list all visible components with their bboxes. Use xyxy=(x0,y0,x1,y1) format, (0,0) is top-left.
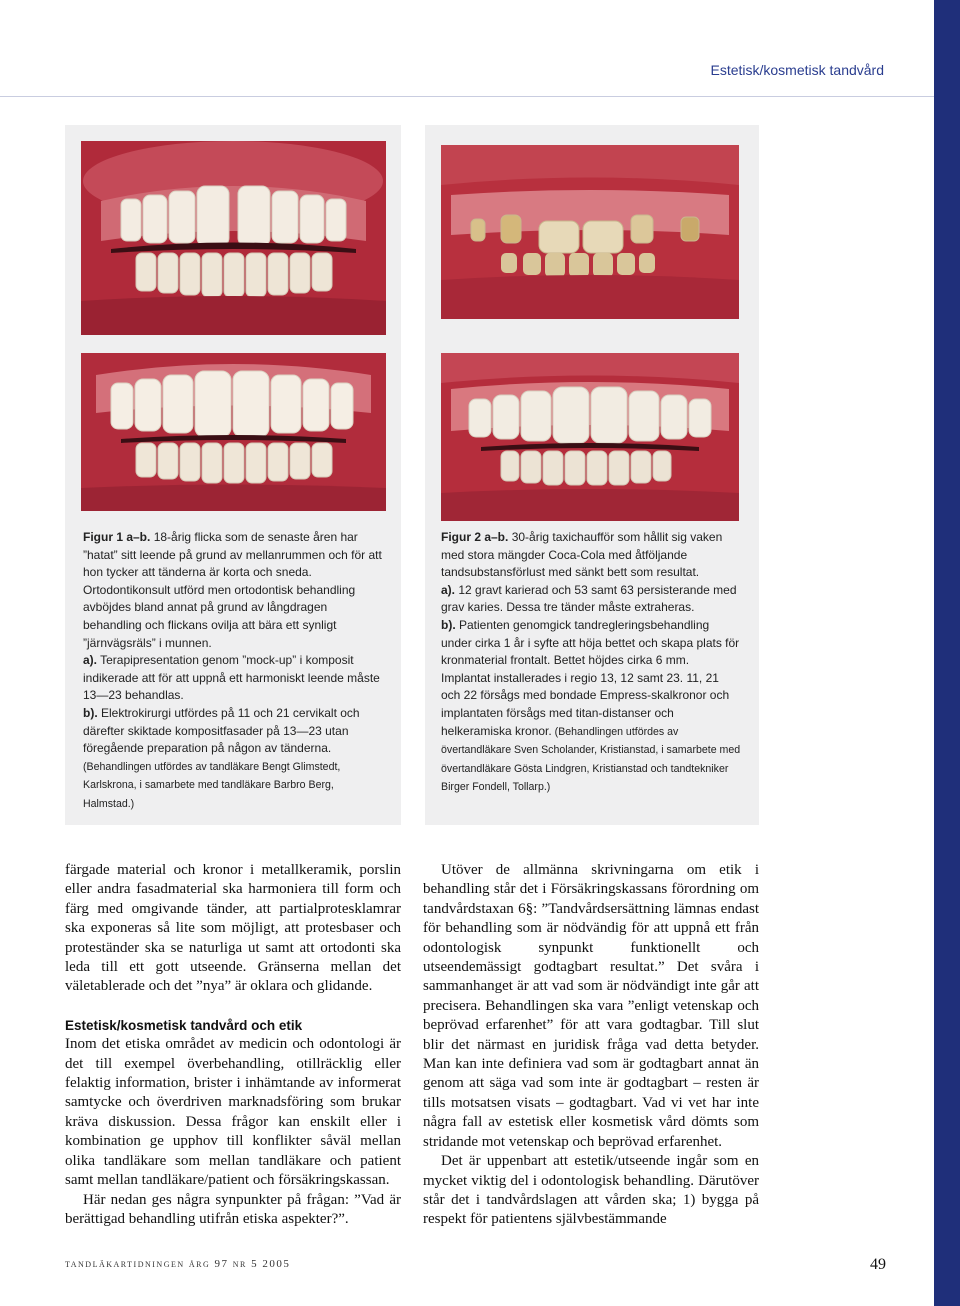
body-left-paragraph-1: färgade material och kronor i metallkeramik, porslin eller andra fasadmaterial ska harmoniera till form och färg med omgivande tänder, att partialprotesklamrar ska exponeras så lite som möjligt, att protesbaser och proteständer ska se naturliga ut samt att ortodonti ska leda till ett gott utseende. Gränserna mellan det väletablerade och det ”nya” är oklara och glidande. xyxy=(65,862,401,995)
figure-2-caption xyxy=(441,529,741,797)
figure-2b-label: b). xyxy=(441,617,456,632)
figure-2-credit: (Behandlingen utfördes av övertandläkare Sven Scholander, Kristianstad, i samarbete med övertandläkare Gösta Lindgren, Kristianstad och tandtekniker Birger Fondell, Tollarp.) xyxy=(441,725,741,794)
figure-2-photo-bottom xyxy=(441,353,739,521)
body-left-paragraph-2: Inom det etiska området av medicin och odontologi är det till exempel överbehandling, otillräcklig eller felaktig information, brister i inhämtande av informerat samtycke och överdriven marknadsföring som brukar kräva diskussion. Dessa frågor kan enskilt eller i kombination ge upphov till konflikter såväl mellan olika tandläkare som mellan tandläkare och patient samt mellan tandläkare/patient och försäkringskassan. xyxy=(65,1036,401,1189)
figure-1-label: Figur 1 a–b. xyxy=(83,530,151,544)
figure-2a-text: 12 gravt karierad och 53 samt 63 persisterande med grav karies. Dessa tre tänder måste extraheras. xyxy=(441,582,737,615)
figure-1b-label: b). xyxy=(83,705,98,720)
figure-1-photo-bottom xyxy=(81,353,386,511)
figure-2-label: Figur 2 a–b. xyxy=(441,530,509,544)
figure-1-panel xyxy=(65,125,401,825)
body-column-left xyxy=(65,861,401,1229)
figure-2a-label: a). xyxy=(441,582,456,597)
body-right-paragraph-1: Utöver de allmänna skrivningarna om etik i behandling står det i Försäkringskassans förordning om tandvårdstaxan 6§: ”Tandvårdsersättning lämnas endast för behandling som är nödvändig för att uppnå ett från odontologisk synpunkt funktionellt och utseendemässigt godtagbart resultat.” Det svåra i sammanhanget är att vad som är nödvändigt inte går att precisera. Behandlingen ska vara ”enligt vetenskap och beprövad erfarenhet” för att vara godtagbar. Till slut blir det närmast en juridisk fråga vad detta betyder. Man kan inte definiera vad som är godtagbart annat än genom att säga vad som inte är godtagbart – resten är tills motsatsen visats – godtagbart. Vad vi vet har inte några fall av estetisk eller kosmetisk vård dömts som stridande mot vetenskap och beprövad erfarenhet. xyxy=(423,862,759,1150)
figure-1-caption-text: 18-årig flicka som de senaste åren har ”hatat” sitt leende på grund av mellanrummen och för att hon tycker att tänderna är korta och sneda. Ortodontikonsult utförd men ortodontisk behandling avböjdes bland annat på grund av långdragen behandling och flickans ovilja att bära ett synligt ”järnvägsräls” i munnen. xyxy=(83,530,382,650)
figure-1b-text: Elektrokirurgi utfördes på 11 och 21 cervikalt och därefter skiktade kompositfasader på 13—23 utan föregående preparation på någon av tänderna. xyxy=(83,705,360,756)
side-color-bar xyxy=(934,0,960,1306)
journal-footer: tandläkartidningen årg 97 nr 5 2005 xyxy=(65,1258,291,1270)
body-column-right xyxy=(423,861,759,1230)
figure-2-panel xyxy=(425,125,759,825)
figure-2-caption-text: 30-årig taxichaufför som hållit sig vaken med stora mängder Coca-Cola med åtföljande tandsubstansförlust med sänkt bett som resultat. xyxy=(441,530,723,580)
figure-1-credit: (Behandlingen utfördes av tandläkare Bengt Glimstedt, Karlskrona, i samarbete med tandläkare Barbro Berg, Halmstad.) xyxy=(83,760,341,810)
figure-2b-text: Patienten genomgick tandregleringsbehandling under cirka 1 år i syfte att höja bettet och skapa plats för kronmaterial frontalt. Bettet höjdes cirka 6 mm. Implantat installerades i regio 13, 12 samt 23. 11, 21 och 22 försågs med bondade Empress-skalkronor och implantaten försågs med titan-distanser och helkeramiska kronor. xyxy=(441,617,740,738)
body-right-paragraph-2: Det är uppenbart att estetik/utseende ingår som en mycket viktig del i odontologisk behandling. Därutöver står det i tandvårdslagen att vården ska; 1) bygga på respekt för patientens självbestämmande xyxy=(423,1153,759,1228)
body-left-paragraph-3: Här nedan ges några synpunkter på frågan: ”Vad är berättigad behandling utifrån etiska aspekter?”. xyxy=(65,1191,401,1227)
figure-1a-label: a). xyxy=(83,653,98,668)
figure-1-photo-top xyxy=(81,141,386,335)
figure-2-photo-top xyxy=(441,145,739,319)
running-head: Estetisk/kosmetisk tandvård xyxy=(710,62,884,78)
page-number: 49 xyxy=(870,1256,886,1273)
figure-1a-text: Terapipresentation genom ”mock-up” i komposit indikerade att för att uppnå ett harmoniskt leende måste 13—23 behandlas. xyxy=(83,653,380,703)
section-heading: Estetisk/kosmetisk tandvård och etik xyxy=(65,1017,303,1033)
header-rule xyxy=(0,96,934,97)
figure-1-caption xyxy=(83,529,383,813)
